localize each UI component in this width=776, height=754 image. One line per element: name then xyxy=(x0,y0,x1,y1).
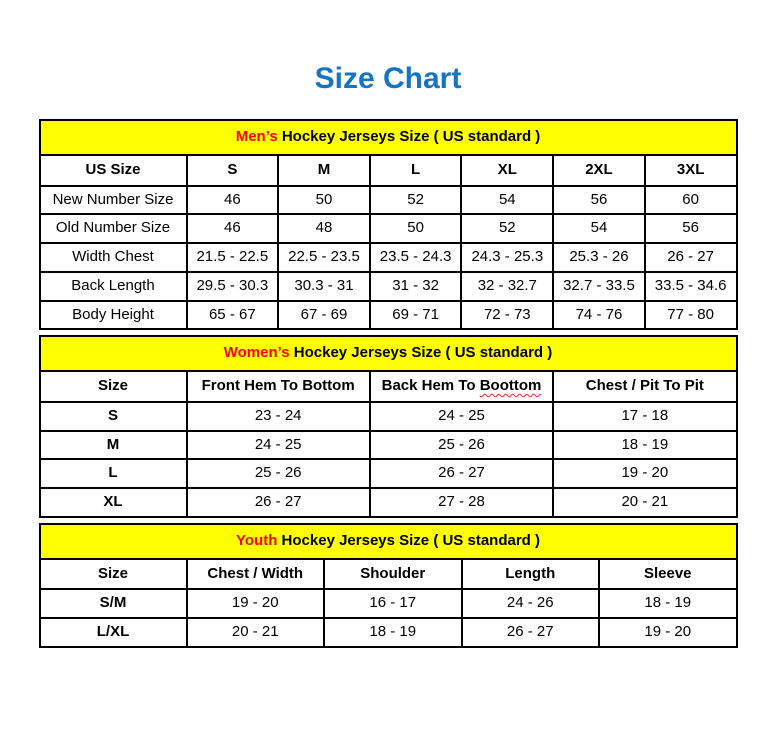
table-cell: 26 - 27 xyxy=(645,243,737,272)
table-cell: 19 - 20 xyxy=(553,459,736,488)
misspelled-prefix: Back Hem To xyxy=(381,377,480,394)
table-cell: 22.5 - 23.5 xyxy=(278,243,370,272)
row-label: L xyxy=(40,459,187,488)
row-label: New Number Size xyxy=(40,186,187,215)
table-cell: 29.5 - 30.3 xyxy=(187,272,279,301)
column-header: Size xyxy=(40,559,187,590)
table-cell: 25.3 - 26 xyxy=(553,243,645,272)
table-cell: 19 - 20 xyxy=(599,618,737,647)
table-cell: 32 - 32.7 xyxy=(461,272,553,301)
womens-banner-row xyxy=(40,336,737,371)
row-label: S xyxy=(40,402,187,431)
table-cell: 18 - 19 xyxy=(599,589,737,618)
table-cell: 20 - 21 xyxy=(187,618,325,647)
column-header: S xyxy=(187,155,279,186)
table-cell: 26 - 27 xyxy=(187,488,370,517)
mens-size-table xyxy=(39,119,738,330)
column-header: Shoulder xyxy=(324,559,462,590)
womens-banner-highlight: Women’s xyxy=(223,344,290,362)
table-cell: 25 - 26 xyxy=(187,459,370,488)
table-row xyxy=(40,214,737,243)
row-label: Back Length xyxy=(40,272,187,301)
table-cell: 30.3 - 31 xyxy=(278,272,370,301)
table-cell: 24.3 - 25.3 xyxy=(461,243,553,272)
table-cell: 26 - 27 xyxy=(462,618,600,647)
womens-banner-rest: Hockey Jerseys Size ( US standard ) xyxy=(289,344,553,362)
table-cell: 18 - 19 xyxy=(553,431,736,460)
table-row xyxy=(40,618,737,647)
table-cell: 72 - 73 xyxy=(461,301,553,330)
row-label: Old Number Size xyxy=(40,214,187,243)
table-cell: 20 - 21 xyxy=(553,488,736,517)
table-row xyxy=(40,402,737,431)
page-title: Size Chart xyxy=(314,62,462,95)
youth-banner-row xyxy=(40,524,737,559)
column-header: 3XL xyxy=(645,155,737,186)
mens-banner-rest: Hockey Jerseys Size ( US standard ) xyxy=(277,128,541,145)
row-label: Width Chest xyxy=(40,243,187,272)
womens-size-table xyxy=(39,335,738,518)
table-cell: 52 xyxy=(461,214,553,243)
youth-banner-highlight: Youth xyxy=(236,531,278,549)
youth-header-row xyxy=(40,559,737,590)
table-cell: 24 - 25 xyxy=(370,402,553,431)
table-cell: 31 - 32 xyxy=(370,272,462,301)
mens-header-row xyxy=(40,155,737,186)
table-row xyxy=(40,301,737,330)
row-label: L/XL xyxy=(40,618,187,647)
column-header: US Size xyxy=(40,155,187,186)
table-cell: 74 - 76 xyxy=(553,301,645,330)
column-header: Front Hem To Bottom xyxy=(187,371,370,402)
table-cell: 32.7 - 33.5 xyxy=(553,272,645,301)
youth-banner xyxy=(40,524,737,559)
table-cell: 60 xyxy=(645,186,737,215)
table-cell: 67 - 69 xyxy=(278,301,370,330)
size-chart-page xyxy=(0,62,776,648)
table-cell: 18 - 19 xyxy=(324,618,462,647)
column-header: Size xyxy=(40,371,187,402)
youth-size-table xyxy=(39,523,738,648)
table-cell: 46 xyxy=(187,214,279,243)
table-row xyxy=(40,488,737,517)
table-cell: 50 xyxy=(370,214,462,243)
table-cell: 16 - 17 xyxy=(324,589,462,618)
column-header: 2XL xyxy=(553,155,645,186)
table-cell: 48 xyxy=(278,214,370,243)
table-cell: 23 - 24 xyxy=(187,402,370,431)
table-cell: 23.5 - 24.3 xyxy=(370,243,462,272)
table-row xyxy=(40,243,737,272)
table-cell: 21.5 - 22.5 xyxy=(187,243,279,272)
table-cell: 25 - 26 xyxy=(370,431,553,460)
table-cell: 65 - 67 xyxy=(187,301,279,330)
table-row xyxy=(40,272,737,301)
womens-header-row xyxy=(40,371,737,402)
column-header: XL xyxy=(461,155,553,186)
table-cell: 33.5 - 34.6 xyxy=(645,272,737,301)
table-row xyxy=(40,459,737,488)
row-label: S/M xyxy=(40,589,187,618)
table-row xyxy=(40,589,737,618)
table-cell: 27 - 28 xyxy=(370,488,553,517)
spellcheck-squiggle-word: Boottom xyxy=(479,377,542,394)
column-header: M xyxy=(278,155,370,186)
row-label: M xyxy=(40,431,187,460)
mens-banner-row xyxy=(40,120,737,155)
column-header-misspelled xyxy=(370,371,553,402)
column-header: Chest / Width xyxy=(187,559,325,590)
table-row xyxy=(40,431,737,460)
table-cell: 17 - 18 xyxy=(553,402,736,431)
table-cell: 26 - 27 xyxy=(370,459,553,488)
column-header: Sleeve xyxy=(599,559,737,590)
table-cell: 46 xyxy=(187,186,279,215)
table-cell: 56 xyxy=(645,214,737,243)
mens-banner-highlight: Men’s xyxy=(235,128,278,145)
column-header: Chest / Pit To Pit xyxy=(553,371,736,402)
column-header: Length xyxy=(462,559,600,590)
womens-banner xyxy=(40,336,737,371)
table-cell: 19 - 20 xyxy=(187,589,325,618)
table-cell: 54 xyxy=(461,186,553,215)
table-cell: 69 - 71 xyxy=(370,301,462,330)
mens-banner xyxy=(40,120,737,155)
column-header: L xyxy=(370,155,462,186)
table-cell: 54 xyxy=(553,214,645,243)
table-cell: 56 xyxy=(553,186,645,215)
row-label: Body Height xyxy=(40,301,187,330)
row-label: XL xyxy=(40,488,187,517)
table-cell: 24 - 25 xyxy=(187,431,370,460)
table-cell: 24 - 26 xyxy=(462,589,600,618)
table-cell: 77 - 80 xyxy=(645,301,737,330)
table-cell: 52 xyxy=(370,186,462,215)
table-row xyxy=(40,186,737,215)
youth-banner-rest: Hockey Jerseys Size ( US standard ) xyxy=(277,531,540,549)
table-cell: 50 xyxy=(278,186,370,215)
